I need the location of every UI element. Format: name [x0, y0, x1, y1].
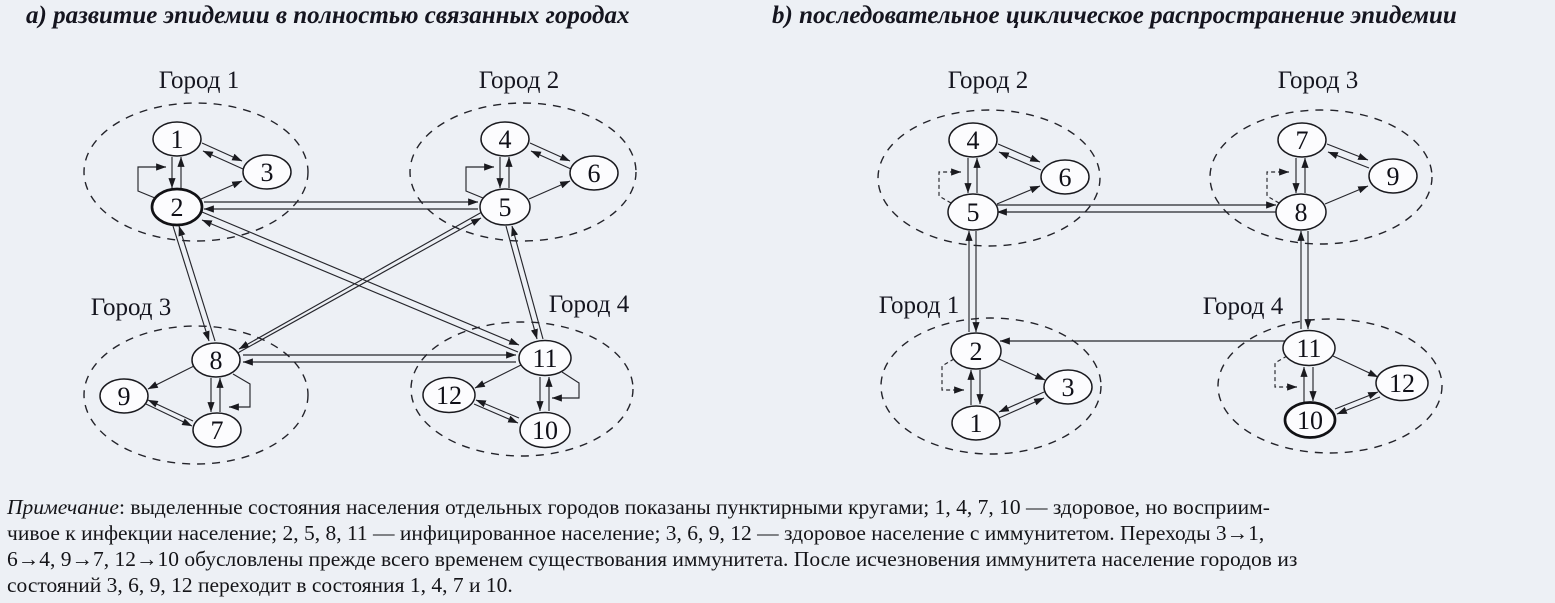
- transition-arrow: [475, 365, 521, 388]
- city-label: Город 2: [947, 67, 1029, 94]
- state-number: 10: [1297, 406, 1323, 435]
- state-number: 9: [117, 382, 131, 411]
- note-line: чивое к инфекции население; 2, 5, 8, 11 — инфицированное население; 3, 6, 9, 12 — здоровое население с иммунитетом. Переходы 3→1,: [7, 521, 1265, 545]
- state-number: 7: [210, 416, 224, 445]
- state-number: 2: [170, 193, 184, 222]
- note-line: состояний 3, 6, 9, 12 переходит в состояния 1, 4, 7 и 10.: [7, 573, 513, 597]
- state-number: 3: [260, 158, 274, 187]
- city-label: Город 3: [1277, 67, 1359, 94]
- state-number: 4: [966, 126, 980, 155]
- figure-note: [7, 494, 1552, 598]
- epidemic-diagrams: [0, 38, 1555, 492]
- migration-arrow: [179, 226, 215, 341]
- note-text: : выделенные состояния населения отдельных городов показаны пунктирными кругами; 1, 4, 7, 10 — здоровое, но восприим-: [118, 495, 1270, 519]
- city-label: Город 3: [90, 294, 172, 321]
- panel-b-diagram: [878, 67, 1442, 454]
- city-label: Город 1: [158, 67, 240, 94]
- panel-a-diagram: [84, 67, 636, 464]
- city-a1-group: [84, 67, 308, 241]
- migration-arrow: [202, 212, 519, 345]
- transition-arrow: [1327, 144, 1368, 160]
- state-number: 6: [587, 159, 601, 188]
- city-b2-group: [878, 67, 1100, 246]
- panel-a-title: a) развитие эпидемии в полностью связанных городах: [26, 2, 630, 29]
- transition-arrow: [148, 366, 194, 389]
- transition-arrow: [530, 143, 570, 161]
- state-number: 12: [436, 381, 462, 410]
- state-number: 5: [498, 193, 512, 222]
- city-label: Город 4: [548, 291, 630, 318]
- transition-arrow: [529, 181, 570, 199]
- transition-arrow: [1328, 152, 1369, 168]
- transition-arrow: [999, 392, 1044, 412]
- city-b1-group: [879, 292, 1101, 454]
- state-number: 7: [1295, 126, 1309, 155]
- transition-arrow: [203, 151, 243, 169]
- state-number: 8: [1294, 198, 1308, 227]
- state-number: 3: [1061, 373, 1075, 402]
- city-label: Город 4: [1202, 293, 1284, 320]
- transition-arrow: [1333, 356, 1378, 377]
- migration-arrow: [239, 212, 482, 349]
- city-a3-group: [84, 294, 308, 464]
- city-a2-group: [410, 67, 636, 241]
- state-number: 10: [532, 416, 558, 445]
- self-loop-arrow: [552, 372, 579, 398]
- self-loop-arrow: [229, 374, 250, 407]
- transition-arrow: [999, 359, 1045, 380]
- state-number: 11: [532, 344, 558, 373]
- migration-arrow: [173, 226, 209, 341]
- state-number: 4: [498, 125, 512, 154]
- state-number: 11: [1296, 334, 1322, 363]
- note-line: [7, 494, 1552, 520]
- transition-arrow: [476, 400, 519, 418]
- transition-arrow: [146, 404, 192, 426]
- city-b3-group: [1210, 67, 1432, 244]
- transition-arrow: [998, 144, 1040, 162]
- transition-arrow: [1325, 186, 1368, 204]
- transition-arrow: [201, 181, 242, 199]
- state-number: 6: [1058, 163, 1072, 192]
- transition-arrow: [202, 143, 242, 161]
- note-label: Примечание: [7, 495, 119, 519]
- state-number: 1: [969, 409, 983, 438]
- state-number: 1: [170, 125, 184, 154]
- transition-arrow: [531, 151, 571, 169]
- transition-arrow: [997, 186, 1040, 204]
- transition-arrow: [148, 400, 193, 421]
- city-b4-group: [1203, 293, 1442, 453]
- state-number: 8: [209, 346, 223, 375]
- transition-arrow: [474, 404, 518, 423]
- transition-arrow: [999, 152, 1041, 170]
- city-label: Город 2: [478, 67, 560, 94]
- state-number: 2: [969, 337, 983, 366]
- city-label: Город 1: [878, 292, 960, 319]
- panel-b-title: b) последовательное циклическое распространение эпидемии: [772, 2, 1457, 29]
- state-number: 12: [1389, 369, 1415, 398]
- state-number: 5: [966, 198, 980, 227]
- migration-arrow: [202, 220, 518, 352]
- migration-arrow: [234, 218, 481, 355]
- transition-arrow: [999, 398, 1044, 418]
- note-line: 6→4, 9→7, 12→10 обусловлены прежде всего временем существования иммунитета. После исчезновения иммунитета население городов из: [7, 547, 1298, 571]
- state-number: 9: [1386, 162, 1400, 191]
- city-a4-group: [411, 291, 633, 456]
